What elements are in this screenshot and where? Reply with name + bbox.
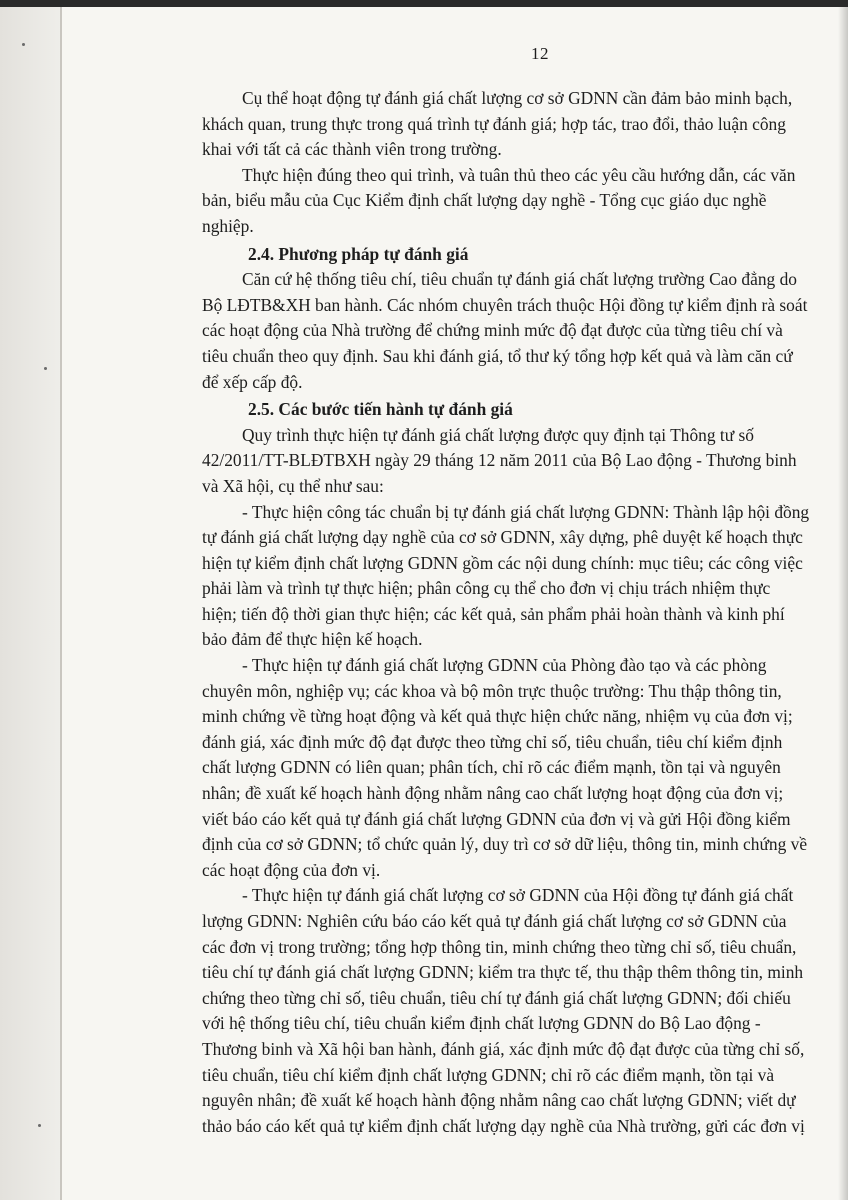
text-line: chứng theo từng chỉ số, tiêu chuẩn, tiêu chí tự đánh giá chất lượng GDNN; đối chiếu — [202, 987, 791, 1008]
text-line: chất lượng GDNN có liên quan; phân tích, chỉ rõ các điểm mạnh, tồn tại và nguyên — [202, 757, 781, 778]
paragraph — [202, 653, 848, 883]
text-line: lượng GDNN: Nghiên cứu báo cáo kết quả tự đánh giá chất lượng cơ sở GDNN của — [202, 911, 787, 931]
text-line: viết báo cáo kết quả tự đánh giá chất lượng GDNN của đơn vị và gửi Hội đồng kiểm — [202, 808, 791, 829]
text-line: các hoạt động của Nhà trường để chứng minh mức độ đạt được của từng tiêu chí và — [202, 320, 783, 341]
paragraph — [202, 883, 848, 1139]
text-line: tiêu chuẩn theo quy định. Sau khi đánh giá, tổ thư ký tổng hợp kết quả và làm căn cứ — [202, 345, 793, 366]
text-line: Cụ thể hoạt động tự đánh giá chất lượng cơ sở GDNN cần đảm bảo minh bạch, — [242, 88, 793, 108]
text-line: Căn cứ hệ thống tiêu chí, tiêu chuẩn tự đánh giá chất lượng trường Cao đẳng do — [242, 269, 797, 290]
text-line: để xếp cấp độ. — [202, 371, 303, 392]
text-line: thảo báo cáo kết quả tự kiểm định chất lượng dạy nghề của Nhà trường, gửi các đơn vị — [202, 1115, 805, 1136]
text-line: bản, biểu mẫu của Cục Kiểm định chất lượng dạy nghề - Tổng cục giáo dục nghề — [202, 190, 767, 211]
text-line: minh chứng về từng hoạt động và kết quả thực hiện chức năng, nhiệm vụ của đơn vị; — [202, 706, 793, 727]
text-line: nguyên nhân; đề xuất kế hoạch hành động nhằm nâng cao chất lượng GDNN; viết dự — [202, 1090, 796, 1111]
scan-speck — [44, 367, 47, 370]
page-number: 12 — [531, 44, 549, 63]
text-line: với hệ thống tiêu chí, tiêu chuẩn kiểm định chất lượng GDNN do Bộ Lao động - — [202, 1013, 761, 1034]
document-body — [202, 86, 848, 1139]
text-line: chuyên môn, nghiệp vụ; các khoa và bộ môn trực thuộc trường: Thu thập thông tin, — [202, 680, 782, 701]
text-line: tiêu chí tự đánh giá chất lượng GDNN; kiểm tra thực tế, thu thập thêm thông tin, minh — [202, 962, 804, 983]
text-line: Thương binh và Xã hội ban hành, đánh giá, xác định mức độ đạt được của từng chỉ số, — [202, 1038, 805, 1059]
text-line: bảo đảm để thực hiện kế hoạch. — [202, 629, 423, 650]
text-line: nhân; đề xuất kế hoạch hành động nhằm nâng cao chất lượng hoạt động của đơn vị; — [202, 783, 784, 804]
page-top-edge — [0, 0, 848, 7]
text-line: các đơn vị trong trường; tổng hợp thông tin, minh chứng theo từng chỉ số, tiêu chuẩn, — [202, 936, 797, 957]
text-line: các hoạt động của đơn vị. — [202, 859, 381, 880]
paragraph — [202, 163, 848, 240]
paragraph — [202, 423, 848, 500]
text-line: Quy trình thực hiện tự đánh giá chất lượng được quy định tại Thông tư số — [242, 424, 754, 445]
scan-speck — [38, 1124, 41, 1127]
text-line: Thực hiện đúng theo qui trình, và tuân thủ theo các yêu cầu hướng dẫn, các văn — [242, 164, 796, 185]
text-line: tiêu chuẩn, tiêu chí kiểm định chất lượng GDNN; chỉ rõ các điểm mạnh, tồn tại và — [202, 1064, 775, 1085]
text-line: - Thực hiện tự đánh giá chất lượng GDNN của Phòng đào tạo và các phòng — [242, 655, 767, 676]
text-line: - Thực hiện tự đánh giá chất lượng cơ sở GDNN của Hội đồng tự đánh giá chất — [242, 885, 794, 906]
text-line: Bộ LĐTB&XH ban hành. Các nhóm chuyên trách thuộc Hội đồng tự kiểm định rà soát — [202, 294, 808, 315]
text-line: phải làm và trình tự thực hiện; phân công cụ thể cho đơn vị chịu trách nhiệm thực — [202, 578, 771, 599]
text-line: khai với tất cả các thành viên trong trường. — [202, 139, 502, 160]
text-line: hiện tự kiểm định chất lượng GDNN gồm các nội dung chính: mục tiêu; các công việc — [202, 552, 803, 573]
text-line: khách quan, trung thực trong quá trình tự đánh giá; hợp tác, trao đổi, thảo luận công — [202, 113, 786, 134]
section-heading: 2.5. Các bước tiến hành tự đánh giá — [248, 399, 513, 420]
section-heading: 2.4. Phương pháp tự đánh giá — [248, 243, 469, 264]
text-line: nghiệp. — [202, 215, 254, 236]
text-line: định của cơ sở GDNN; tổ chức quản lý, duy trì cơ sở dữ liệu, thông tin, minh chứng về — [202, 834, 808, 855]
text-line: tự đánh giá chất lượng dạy nghề của cơ sở GDNN, xây dựng, phê duyệt kế hoạch thực — [202, 527, 803, 548]
page-fold-line — [60, 7, 62, 1200]
text-line: và Xã hội, cụ thể như sau: — [202, 475, 384, 496]
text-line: đánh giá, xác định mức độ đạt được theo từng chỉ số, tiêu chuẩn, tiêu chí kiểm định — [202, 731, 783, 752]
paragraph — [202, 267, 848, 395]
text-line: hiện; tiến độ thời gian thực hiện; các kết quả, sản phẩm phải hoàn thành và kinh phí — [202, 603, 785, 624]
text-line: - Thực hiện công tác chuẩn bị tự đánh giá chất lượng GDNN: Thành lập hội đồng — [242, 501, 810, 522]
text-line: 42/2011/TT-BLĐTBXH ngày 29 tháng 12 năm 2011 của Bộ Lao động - Thương binh — [202, 450, 797, 471]
paragraph — [202, 86, 848, 163]
paragraph — [202, 500, 848, 654]
scan-left-margin — [0, 7, 62, 1200]
